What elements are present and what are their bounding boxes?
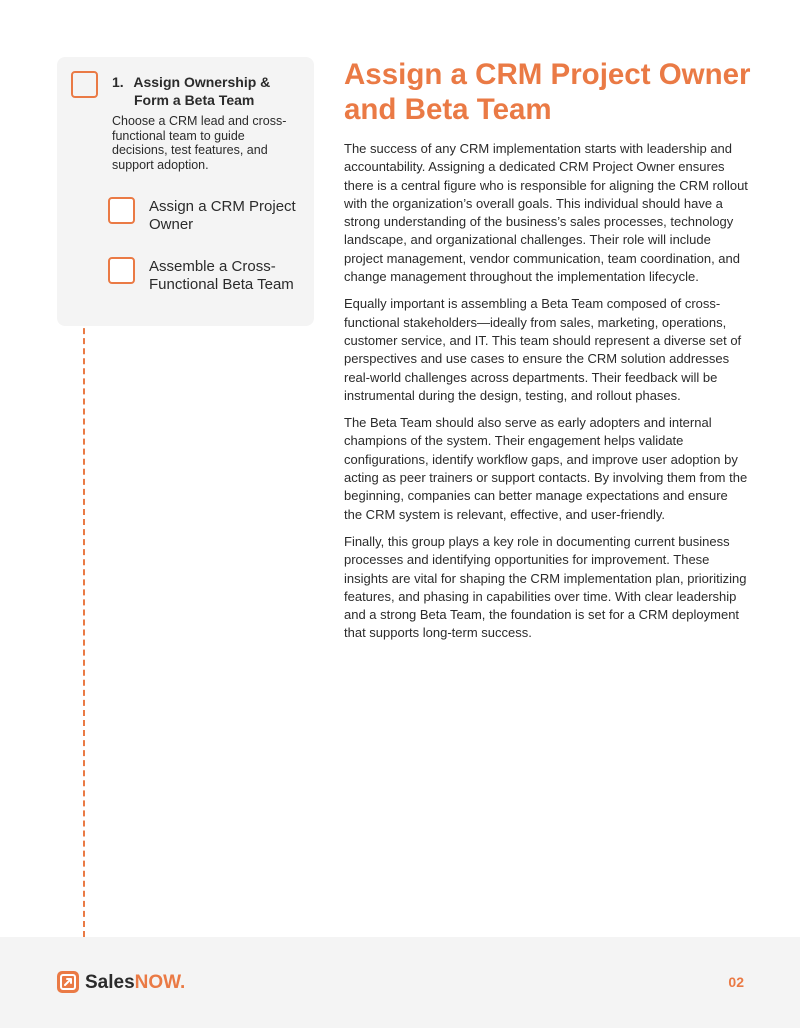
arrow-out-icon	[57, 971, 79, 993]
body-text	[344, 140, 749, 652]
logo-text-main: Sales	[85, 972, 135, 993]
paragraph-2: Equally important is assembling a Beta Team composed of cross-functional stakeholders—ideally from sales, marketing, operations, customer service, and IT. This team should represent a diverse set of perspectives and use cases to ensure the CRM solution addresses real-world challenges across departments. Their feedback will be instrumental during the design, testing, and rollout phases.	[344, 296, 742, 403]
step-number: 1.	[112, 74, 124, 90]
logo-text-dot: .	[180, 972, 186, 993]
step-checkbox[interactable]	[71, 71, 98, 98]
task-label-project-owner: Assign a CRM Project Owner	[149, 198, 296, 233]
paragraph-3: The Beta Team should also serve as early adopters and internal champions of the system. Their engagement helps validate configurations, identify workflow gaps, and improve user adoption by acting as peer trainers or support contacts. By involving them from the beginning, companies can better manage expectations and ensure the CRM system is relevant, effective, and user-friendly.	[344, 415, 748, 522]
page-heading: Assign a CRM Project Owner and Beta Team	[344, 58, 751, 126]
brand-logo-text	[85, 971, 185, 995]
step-title-line2: Form a Beta Team	[134, 92, 255, 108]
step-description: Choose a CRM lead and cross-functional team to guide decisions, test features, and support adoption.	[112, 114, 287, 173]
step-title-line1: Assign Ownership &	[133, 74, 271, 90]
task-label-beta-team: Assemble a Cross-Functional Beta Team	[149, 258, 294, 293]
task-checkbox-project-owner[interactable]	[108, 197, 135, 224]
logo-text-accent: NOW	[134, 972, 181, 993]
paragraph-4: Finally, this group plays a key role in documenting current business processes and identifying opportunities for improvement. These insights are vital for shaping the CRM implementation plan, prioritizing features, and phasing in capabilities over time. With clear leadership and a strong Beta Team, the foundation is set for a CRM deployment that supports long-term success.	[344, 533, 747, 641]
paragraph-1: The success of any CRM implementation starts with leadership and accountability. Assigning a dedicated CRM Project Owner ensures there is a central figure who is responsible for aligning the CRM rollout with the organization’s overall goals. This individual should have a strong understanding of the business’s sales processes, technology landscape, and organizational challenges. Their role will include project management, vendor communication, team coordination, and change management throughout the implementation lifecycle.	[344, 141, 748, 285]
page-number: 02	[728, 974, 744, 990]
step-title	[112, 73, 292, 109]
task-checkbox-beta-team[interactable]	[108, 257, 135, 284]
